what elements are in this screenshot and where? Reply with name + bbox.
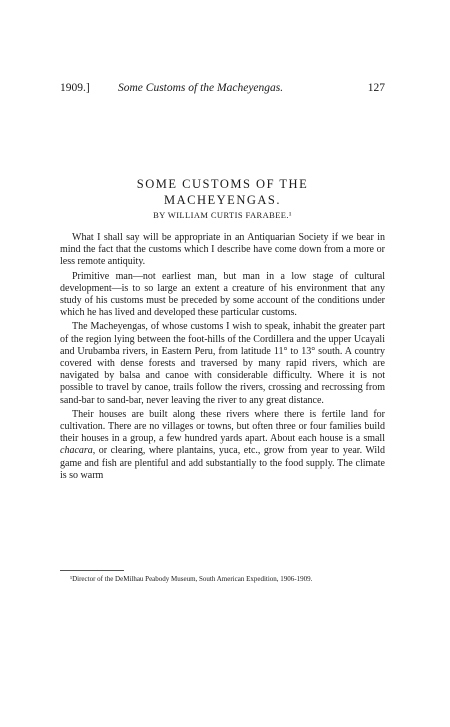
author-byline: BY WILLIAM CURTIS FARABEE.¹ xyxy=(153,210,292,220)
page-number: 127 xyxy=(367,82,385,94)
article-title xyxy=(60,176,385,208)
paragraph-4-end: , or clearing, where plantains, yuca, etc., grow from year to year. Wild game and fish are plentiful and add substantially to the food supply. The climate is so warm xyxy=(60,445,385,481)
paragraph-2: Primitive man—not earliest man, but man in a low stage of cultural development—is to so large an extent a creature of his environment that any study of his customs must be preceded by some account of the conditions under which he has lived and developed these particular customs. xyxy=(60,270,385,319)
article-title-line-1: SOME CUSTOMS OF THE xyxy=(136,177,309,191)
article-body xyxy=(60,232,385,484)
running-head xyxy=(60,82,385,96)
chacara-term: chacara xyxy=(60,445,93,457)
paragraph-4-start: Their houses are built along these rivers where there is fertile land for cultivation. There are no villages or towns, but often three or four families build their houses in a group, a few hundred yards apart. About each house is a small xyxy=(60,408,385,445)
paragraph-4 xyxy=(60,409,385,482)
footnote-divider xyxy=(60,570,124,571)
running-head-year: 1909.] xyxy=(60,82,90,94)
footnote: ¹Director of the DeMilhau Peabody Museum, South American Expedition, 1906-1909. xyxy=(70,575,313,583)
paragraph-3: The Macheyengas, of whose customs I wish to speak, inhabit the greater part of the region lying between the foot-hills of the Cordillera and the upper Ucayali and Urubamba rivers, in Eastern Peru, from latitude 11° to 13° south. A country covered with dense forests and traversed by many rapid rivers, which are navigated by balsa and canoe with considerable difficulty. Where it is not possible to travel by canoe, trails follow the rivers, crossing and recrossing from sand-bar to sand-bar, never leaving the river to any great distance. xyxy=(60,321,385,406)
running-head-title: Some Customs of the Macheyengas. xyxy=(118,82,284,94)
article-title-line-2: MACHEYENGAS. xyxy=(164,193,281,207)
paragraph-1: What I shall say will be appropriate in an Antiquarian Society if we bear in mind the fact that the customs which I describe have come down from a more or less remote antiquity. xyxy=(60,232,385,268)
